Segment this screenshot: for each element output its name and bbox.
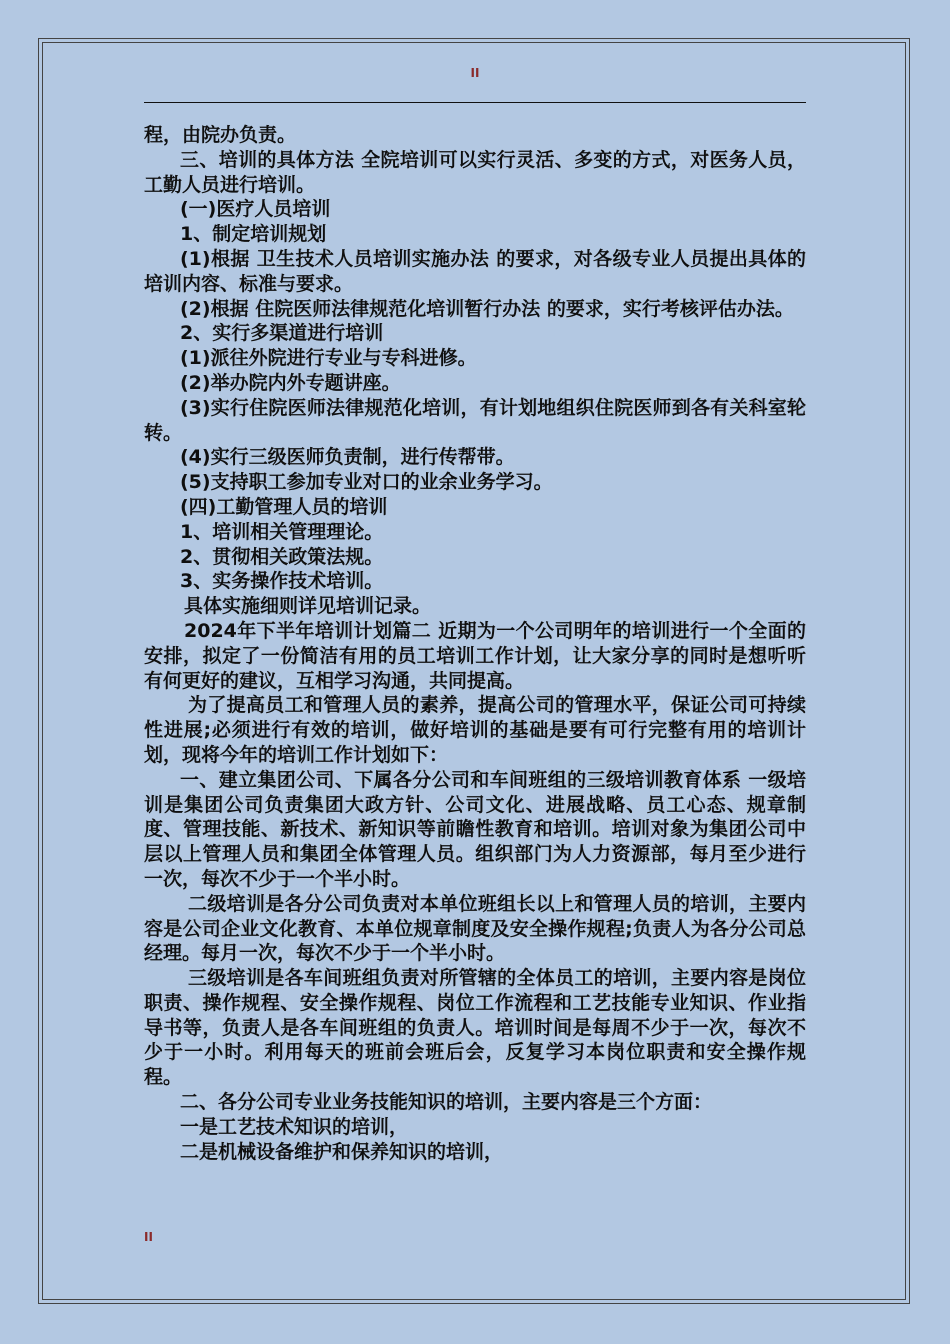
paragraph: (1)根据 卫生技术人员培训实施办法 的要求，对各级专业人员提出具体的培训内容、标准与要求。 xyxy=(144,247,806,295)
paragraph: (四)工勤管理人员的培训 xyxy=(180,495,388,518)
paragraph: 三、培训的具体方法 全院培训可以实行灵活、多变的方式，对医务人员，工勤人员进行培训。 xyxy=(144,148,806,196)
paragraph: 三级培训是各车间班组负责对所管辖的全体员工的培训，主要内容是岗位职责、操作规程、安全操作规程、岗位工作流程和工艺技能专业知识、作业指导书等，负责人是各车间班组的负责人。培训时间是每周不少于一次，每次不少于一小时。利用每天的班前会班后会，反复学习本岗位职责和安全操作规程。 xyxy=(144,967,806,1089)
paragraph: 具体实施细则详见培训记录。 xyxy=(184,595,432,618)
paragraph: (4)实行三级医师负责制，进行传帮带。 xyxy=(180,446,515,469)
paragraph: (1)派往外院进行专业与专科进修。 xyxy=(180,347,477,370)
paragraph: (3)实行住院医师法律规范化培训，有计划地组织住院医师到各有关科室轮转。 xyxy=(144,396,806,444)
paragraph: 3、实务操作技术培训。 xyxy=(180,570,384,593)
paragraph: 2、实行多渠道进行培训 xyxy=(180,322,384,345)
paragraph: 二是机械设备维护和保养知识的培训， xyxy=(180,1140,504,1163)
document-body xyxy=(144,123,806,1164)
footer-mark: II xyxy=(144,1230,153,1244)
paragraph: (5)支持职工参加专业对口的业余业务学习。 xyxy=(180,471,553,494)
paragraph: (2)举办院内外专题讲座。 xyxy=(180,371,401,394)
header-mark: II xyxy=(470,66,480,80)
paragraph: 2、贯彻相关政策法规。 xyxy=(180,545,384,568)
paragraph: 二、各分公司专业业务技能知识的培训，主要内容是三个方面： xyxy=(180,1091,713,1114)
paragraph: 1、培训相关管理理论。 xyxy=(180,520,384,543)
paragraph: 1、制定培训规划 xyxy=(180,223,327,246)
paragraph: (2)根据 住院医师法律规范化培训暂行办法 的要求，实行考核评估办法。 xyxy=(180,297,794,320)
header-rule xyxy=(144,102,806,103)
paragraph: 2024年下半年培训计划篇二 近期为一个公司明年的培训进行一个全面的安排，拟定了一份简洁有用的员工培训工作计划，让大家分享的同时是想听听有何更好的建议，互相学习沟通，共同提高。 xyxy=(144,619,806,692)
paragraph: 程，由院办负责。 xyxy=(144,124,297,146)
paragraph: 一、建立集团公司、下属各分公司和车间班组的三级培训教育体系 一级培训是集团公司负责集团大政方针、公司文化、进展战略、员工心态、规章制度、管理技能、新技术、新知识等前瞻性教育和培训。培训对象为集团公司中层以上管理人员和集团全体管理人员。组织部门为人力资源部，每月至少进行一次，每次不少于一个半小时。 xyxy=(144,768,806,890)
paragraph: (一)医疗人员培训 xyxy=(180,198,331,221)
paragraph: 一是工艺技术知识的培训， xyxy=(180,1115,409,1138)
paragraph: 二级培训是各分公司负责对本单位班组长以上和管理人员的培训，主要内容是公司企业文化教育、本单位规章制度及安全操作规程;负责人为各分公司总经理。每月一次，每次不少于一个半小时。 xyxy=(144,892,806,965)
paragraph: 为了提高员工和管理人员的素养，提高公司的管理水平，保证公司可持续性进展;必须进行有效的培训，做好培训的基础是要有可行完整有用的培训计划，现将今年的培训工作计划如下： xyxy=(144,694,806,766)
